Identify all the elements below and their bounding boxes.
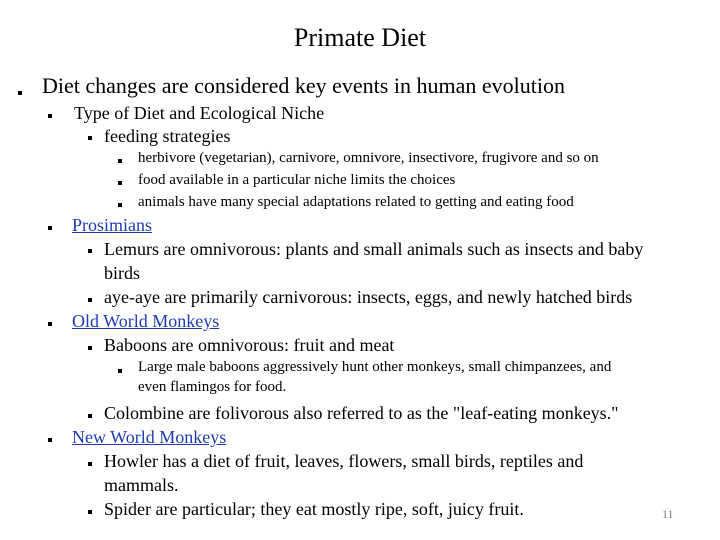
link-new-world-monkeys[interactable]: New World Monkeys [72, 427, 227, 447]
bullet-marker [118, 369, 122, 373]
bullet-marker [88, 346, 92, 350]
bullet-marker [48, 226, 52, 230]
bullet-aye-aye: aye-aye are primarily carnivorous: insects, eggs, and newly hatched birds [104, 287, 633, 307]
bullet-marker [88, 414, 92, 418]
bullet-howler: Howler has a diet of fruit, leaves, flowers, small birds, reptiles and [104, 451, 584, 471]
bullet-howler-continued: mammals. [104, 475, 179, 495]
bullet-lemurs: Lemurs are omnivorous: plants and small animals such as insects and baby [104, 239, 644, 259]
bullet-marker [88, 249, 92, 253]
bullet-colombine: Colombine are folivorous also referred to as the "leaf-eating monkeys." [104, 403, 619, 423]
bullet-marker [118, 203, 122, 207]
link-prosimians[interactable]: Prosimians [72, 215, 153, 235]
bullet-marker [88, 136, 92, 140]
bullet-marker [118, 181, 122, 185]
bullet-marker [48, 322, 52, 326]
bullet-baboons: Baboons are omnivorous: fruit and meat [104, 335, 395, 355]
bullet-adaptations: animals have many special adaptations related to getting and eating food [138, 194, 574, 210]
bullet-food-available: food available in a particular niche limits the choices [138, 172, 456, 188]
page-number: 11 [662, 507, 674, 521]
bullet-large-male-baboons-continued: even flamingos for food. [138, 379, 287, 395]
bullet-lemurs-continued: birds [104, 263, 140, 283]
bullet-marker [48, 438, 52, 442]
bullet-marker [18, 91, 22, 95]
bullet-marker [88, 462, 92, 466]
bullet-feeding-strategies: feeding strategies [104, 126, 231, 146]
bullet-marker [118, 159, 122, 163]
bullet-diet-changes: Diet changes are considered key events in human evolution [42, 73, 565, 98]
bullet-marker [48, 114, 52, 118]
slide-title: Primate Diet [293, 23, 427, 52]
bullet-large-male-baboons: Large male baboons aggressively hunt other monkeys, small chimpanzees, and [138, 359, 612, 375]
bullet-marker [88, 298, 92, 302]
bullet-type-of-diet: Type of Diet and Ecological Niche [74, 103, 325, 123]
bullet-herbivore-list: herbivore (vegetarian), carnivore, omnivore, insectivore, frugivore and so on [138, 150, 599, 166]
link-old-world-monkeys[interactable]: Old World Monkeys [72, 311, 220, 331]
bullet-marker [88, 510, 92, 514]
bullet-spider: Spider are particular; they eat mostly ripe, soft, juicy fruit. [104, 499, 524, 519]
